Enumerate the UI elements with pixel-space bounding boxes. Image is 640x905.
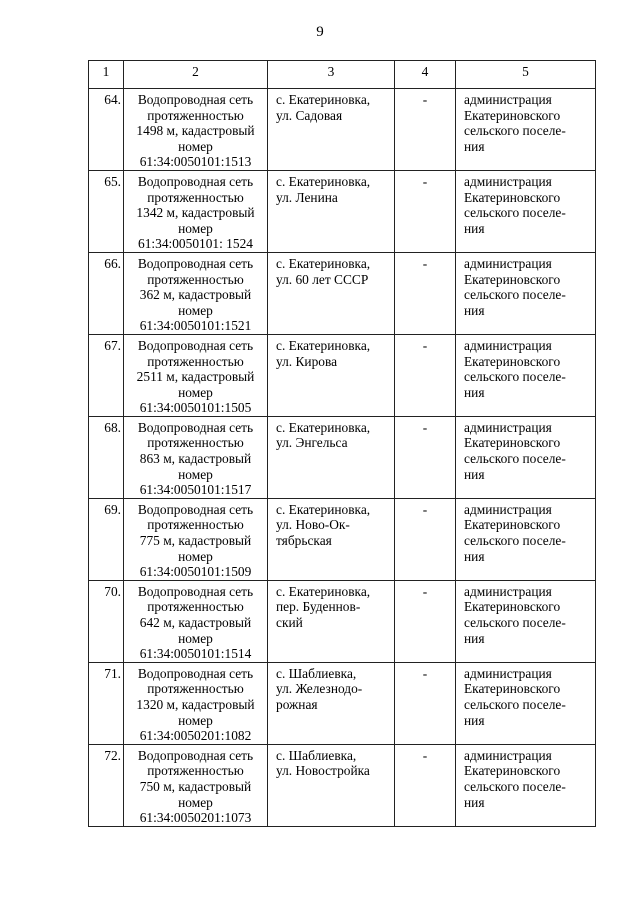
column-4-text: -	[422, 583, 428, 599]
column-4-value	[395, 744, 456, 826]
table-body	[89, 89, 596, 827]
row-number	[89, 252, 124, 334]
object-address	[268, 334, 395, 416]
column-4-text: -	[422, 337, 428, 353]
page-number: 9	[316, 24, 324, 40]
object-name	[124, 89, 268, 171]
table-row	[89, 498, 596, 580]
object-owner-text: администрация Екатериновского сельского поселе- ния	[464, 665, 566, 728]
object-address-text: с. Екатериновка, ул. Садовая	[276, 92, 371, 123]
object-address	[268, 252, 395, 334]
object-address-text: с. Екатериновка, ул. Кирова	[276, 337, 371, 369]
object-owner-text: администрация Екатериновского сельского поселе- ния	[464, 337, 566, 400]
object-address-text: с. Екатериновка, ул. Ленина	[276, 173, 371, 205]
column-4-text: -	[422, 419, 428, 435]
object-owner	[456, 334, 596, 416]
object-name-text: Водопроводная сеть протяженностью 775 м, кадастровый номер 61:34:0050101:1509	[137, 501, 254, 580]
object-address	[268, 498, 395, 580]
row-number	[89, 498, 124, 580]
object-owner-text: администрация Екатериновского сельского поселе- ния	[464, 92, 566, 154]
column-4-text: -	[422, 173, 428, 189]
object-owner	[456, 89, 596, 171]
object-address-text: с. Шаблиевка, ул. Железнодо- рожная	[276, 665, 363, 712]
object-owner-text: администрация Екатериновского сельского поселе- ния	[464, 501, 566, 564]
object-name	[124, 498, 268, 580]
header-col-3: 3	[268, 61, 395, 89]
column-4-value	[395, 89, 456, 171]
object-address	[268, 170, 395, 252]
object-owner	[456, 252, 596, 334]
row-number-text: 66.	[104, 255, 121, 271]
column-4-value	[395, 170, 456, 252]
object-owner	[456, 744, 596, 826]
object-address	[268, 744, 395, 826]
row-number-text: 68.	[104, 419, 121, 435]
table-row	[89, 744, 596, 826]
column-4-text: -	[422, 747, 428, 763]
column-4-text: -	[422, 665, 428, 681]
object-name-text: Водопроводная сеть протяженностью 750 м, кадастровый номер 61:34:0050201:1073	[137, 747, 254, 826]
object-name-text: Водопроводная сеть протяженностью 362 м, кадастровый номер 61:34:0050101:1521	[137, 255, 254, 334]
row-number-text: 72.	[104, 747, 121, 763]
table-row	[89, 170, 596, 252]
object-owner-text: администрация Екатериновского сельского поселе- ния	[464, 173, 566, 236]
object-address-text: с. Екатериновка, пер. Буденнов- ский	[276, 583, 371, 630]
object-name-text: Водопроводная сеть протяженностью 863 м, кадастровый номер 61:34:0050101:1517	[137, 419, 254, 498]
object-address	[268, 89, 395, 171]
object-name	[124, 334, 268, 416]
row-number-text: 64.	[104, 92, 121, 107]
header-col-4: 4	[395, 61, 456, 89]
row-number	[89, 89, 124, 171]
object-name	[124, 744, 268, 826]
object-address-text: с. Шаблиевка, ул. Новостройка	[276, 747, 370, 779]
object-name	[124, 662, 268, 744]
column-4-value	[395, 580, 456, 662]
column-4-value	[395, 416, 456, 498]
column-4-value	[395, 334, 456, 416]
object-owner	[456, 170, 596, 252]
row-number-text: 65.	[104, 173, 121, 189]
object-name	[124, 252, 268, 334]
table-row	[89, 334, 596, 416]
column-4-text: -	[422, 255, 428, 271]
table-row	[89, 580, 596, 662]
header-col-5: 5	[456, 61, 596, 89]
object-owner-text: администрация Екатериновского сельского поселе- ния	[464, 255, 566, 318]
row-number	[89, 170, 124, 252]
object-name-text: Водопроводная сеть протяженностью 1498 м, кадастровый номер 61:34:0050101:1513	[136, 92, 255, 170]
object-name	[124, 580, 268, 662]
object-address-text: с. Екатериновка, ул. Ново-Ок- тябрьская	[276, 501, 371, 549]
table-row	[89, 89, 596, 171]
object-owner-text: администрация Екатериновского сельского поселе- ния	[464, 747, 566, 810]
column-4-value	[395, 252, 456, 334]
row-number	[89, 580, 124, 662]
header-row	[89, 61, 596, 89]
table-row	[89, 252, 596, 334]
object-name	[124, 416, 268, 498]
row-number	[89, 744, 124, 826]
object-owner-text: администрация Екатериновского сельского поселе- ния	[464, 419, 566, 482]
header-col-1: 1	[89, 61, 124, 89]
column-4-value	[395, 662, 456, 744]
object-address	[268, 662, 395, 744]
property-registry-table	[88, 60, 596, 827]
table-row	[89, 416, 596, 498]
object-address	[268, 416, 395, 498]
row-number-text: 70.	[104, 583, 121, 599]
object-name-text: Водопроводная сеть протяженностью 1320 м, кадастровый номер 61:34:0050201:1082	[136, 665, 255, 744]
row-number-text: 71.	[104, 665, 121, 681]
row-number	[89, 416, 124, 498]
table-header	[89, 61, 596, 89]
object-owner-text: администрация Екатериновского сельского поселе- ния	[464, 583, 566, 646]
object-name-text: Водопроводная сеть протяженностью 1342 м, кадастровый номер 61:34:0050101: 1524	[136, 173, 255, 252]
row-number	[89, 334, 124, 416]
object-owner	[456, 662, 596, 744]
object-owner	[456, 498, 596, 580]
header-col-2: 2	[124, 61, 268, 89]
object-name-text: Водопроводная сеть протяженностью 2511 м, кадастровый номер 61:34:0050101:1505	[136, 337, 255, 416]
table-row	[89, 662, 596, 744]
object-address-text: с. Екатериновка, ул. Энгельса	[276, 419, 371, 451]
object-name	[124, 170, 268, 252]
object-owner	[456, 416, 596, 498]
object-address	[268, 580, 395, 662]
column-4-value	[395, 498, 456, 580]
object-name-text: Водопроводная сеть протяженностью 642 м, кадастровый номер 61:34:0050101:1514	[137, 583, 254, 662]
column-4-text: -	[422, 92, 428, 107]
row-number-text: 67.	[104, 337, 121, 353]
row-number-text: 69.	[104, 501, 121, 517]
column-4-text: -	[422, 501, 428, 517]
object-owner	[456, 580, 596, 662]
object-address-text: с. Екатериновка, ул. 60 лет СССР	[276, 255, 371, 287]
row-number	[89, 662, 124, 744]
